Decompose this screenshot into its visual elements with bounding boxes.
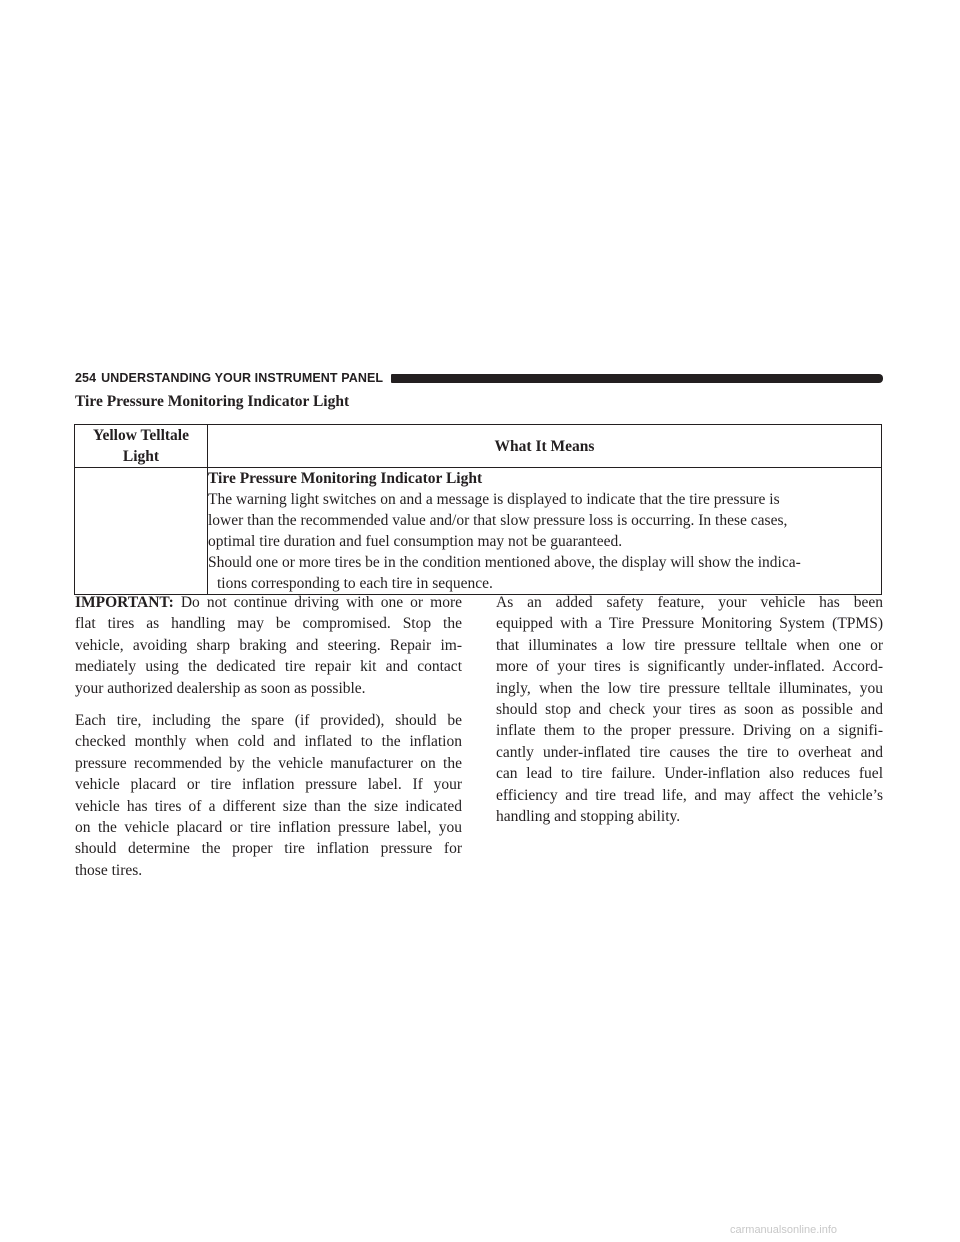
text-line: that illuminates a low tire pressure telltale when one or bbox=[496, 636, 883, 654]
section-name: UNDERSTANDING YOUR INSTRUMENT PANEL bbox=[101, 371, 384, 385]
meaning-line: The warning light switches on and a message is displayed to indicate that the tire pressure is bbox=[208, 491, 780, 508]
table-row bbox=[75, 468, 882, 595]
important-paragraph bbox=[75, 592, 462, 699]
left-column bbox=[75, 592, 462, 892]
right-column bbox=[496, 592, 883, 892]
body-columns bbox=[75, 592, 883, 892]
text-line: vehicle placard or tire inflation pressure label. If your bbox=[75, 776, 462, 794]
telltale-icon-cell bbox=[75, 468, 208, 595]
text-line: inflate them to the proper pressure. Driving on a signifi- bbox=[496, 722, 883, 740]
text-line: your authorized dealership as soon as possible. bbox=[75, 679, 366, 697]
tpms-paragraph bbox=[496, 592, 883, 827]
text-line: those tires. bbox=[75, 861, 143, 879]
section-title: Tire Pressure Monitoring Indicator Light bbox=[75, 393, 350, 410]
meaning-line: tions corresponding to each tire in sequence. bbox=[217, 575, 493, 592]
page-header bbox=[75, 370, 883, 386]
col-header-telltale-line: Light bbox=[122, 448, 160, 465]
col-header-meaning: What It Means bbox=[208, 425, 882, 468]
meaning-line: Should one or more tires be in the condition mentioned above, the display will show the indica- bbox=[208, 554, 801, 571]
header-rule bbox=[391, 374, 883, 383]
text-line: equipped with a Tire Pressure Monitoring System (TPMS) bbox=[496, 615, 883, 633]
text-line: pressure recommended by the vehicle manufacturer on the bbox=[75, 754, 462, 772]
text-line: more of your tires is significantly under-inflated. Accord- bbox=[496, 658, 883, 676]
text-line: Each tire, including the spare (if provided), should be bbox=[75, 712, 462, 730]
text-line: vehicle has tires of a different size than the size indicated bbox=[75, 797, 462, 815]
meaning-cell bbox=[208, 468, 882, 595]
text-line: on the vehicle placard or tire inflation pressure label, you bbox=[75, 819, 462, 837]
text-line: mediately using the dedicated tire repair kit and contact bbox=[75, 658, 462, 676]
text-line: efficiency and tire tread life, and may affect the vehicle’s bbox=[496, 786, 883, 804]
text-line: can lead to tire failure. Under-inflation also reduces fuel bbox=[496, 765, 883, 783]
table-header-row bbox=[75, 425, 882, 468]
text-line: ingly, when the low tire pressure telltale illuminates, you bbox=[496, 679, 883, 697]
inflation-paragraph bbox=[75, 710, 462, 881]
important-label: IMPORTANT: bbox=[75, 594, 174, 611]
text-line bbox=[75, 592, 462, 613]
meaning-line: lower than the recommended value and/or that slow pressure loss is occurring. In these cases, bbox=[208, 512, 788, 529]
text-line: vehicle, avoiding sharp braking and steering. Repair im- bbox=[75, 636, 462, 654]
meaning-title: Tire Pressure Monitoring Indicator Light bbox=[208, 470, 483, 487]
text-line: As an added safety feature, your vehicle has been bbox=[496, 594, 883, 611]
text-line: should determine the proper tire inflation pressure for bbox=[75, 840, 462, 858]
col-header-telltale bbox=[75, 425, 208, 468]
watermark: carmanualsonline.info bbox=[730, 1224, 838, 1236]
important-text: Do not continue driving with one or more bbox=[173, 594, 462, 611]
page-number: 254 bbox=[75, 371, 97, 385]
col-header-telltale-line: Yellow Telltale bbox=[92, 427, 189, 444]
text-line: should stop and check your tires as soon as possible and bbox=[496, 701, 883, 719]
text-line: cantly under-inflated tire causes the tire to overheat and bbox=[496, 743, 883, 761]
text-line: handling and stopping ability. bbox=[496, 808, 681, 826]
meaning-line: optimal tire duration and fuel consumption may not be guaranteed. bbox=[208, 533, 623, 550]
text-line: flat tires as handling may be compromised. Stop the bbox=[75, 615, 462, 633]
text-line: checked monthly when cold and inflated to the inflation bbox=[75, 733, 462, 751]
telltale-table bbox=[74, 424, 882, 595]
